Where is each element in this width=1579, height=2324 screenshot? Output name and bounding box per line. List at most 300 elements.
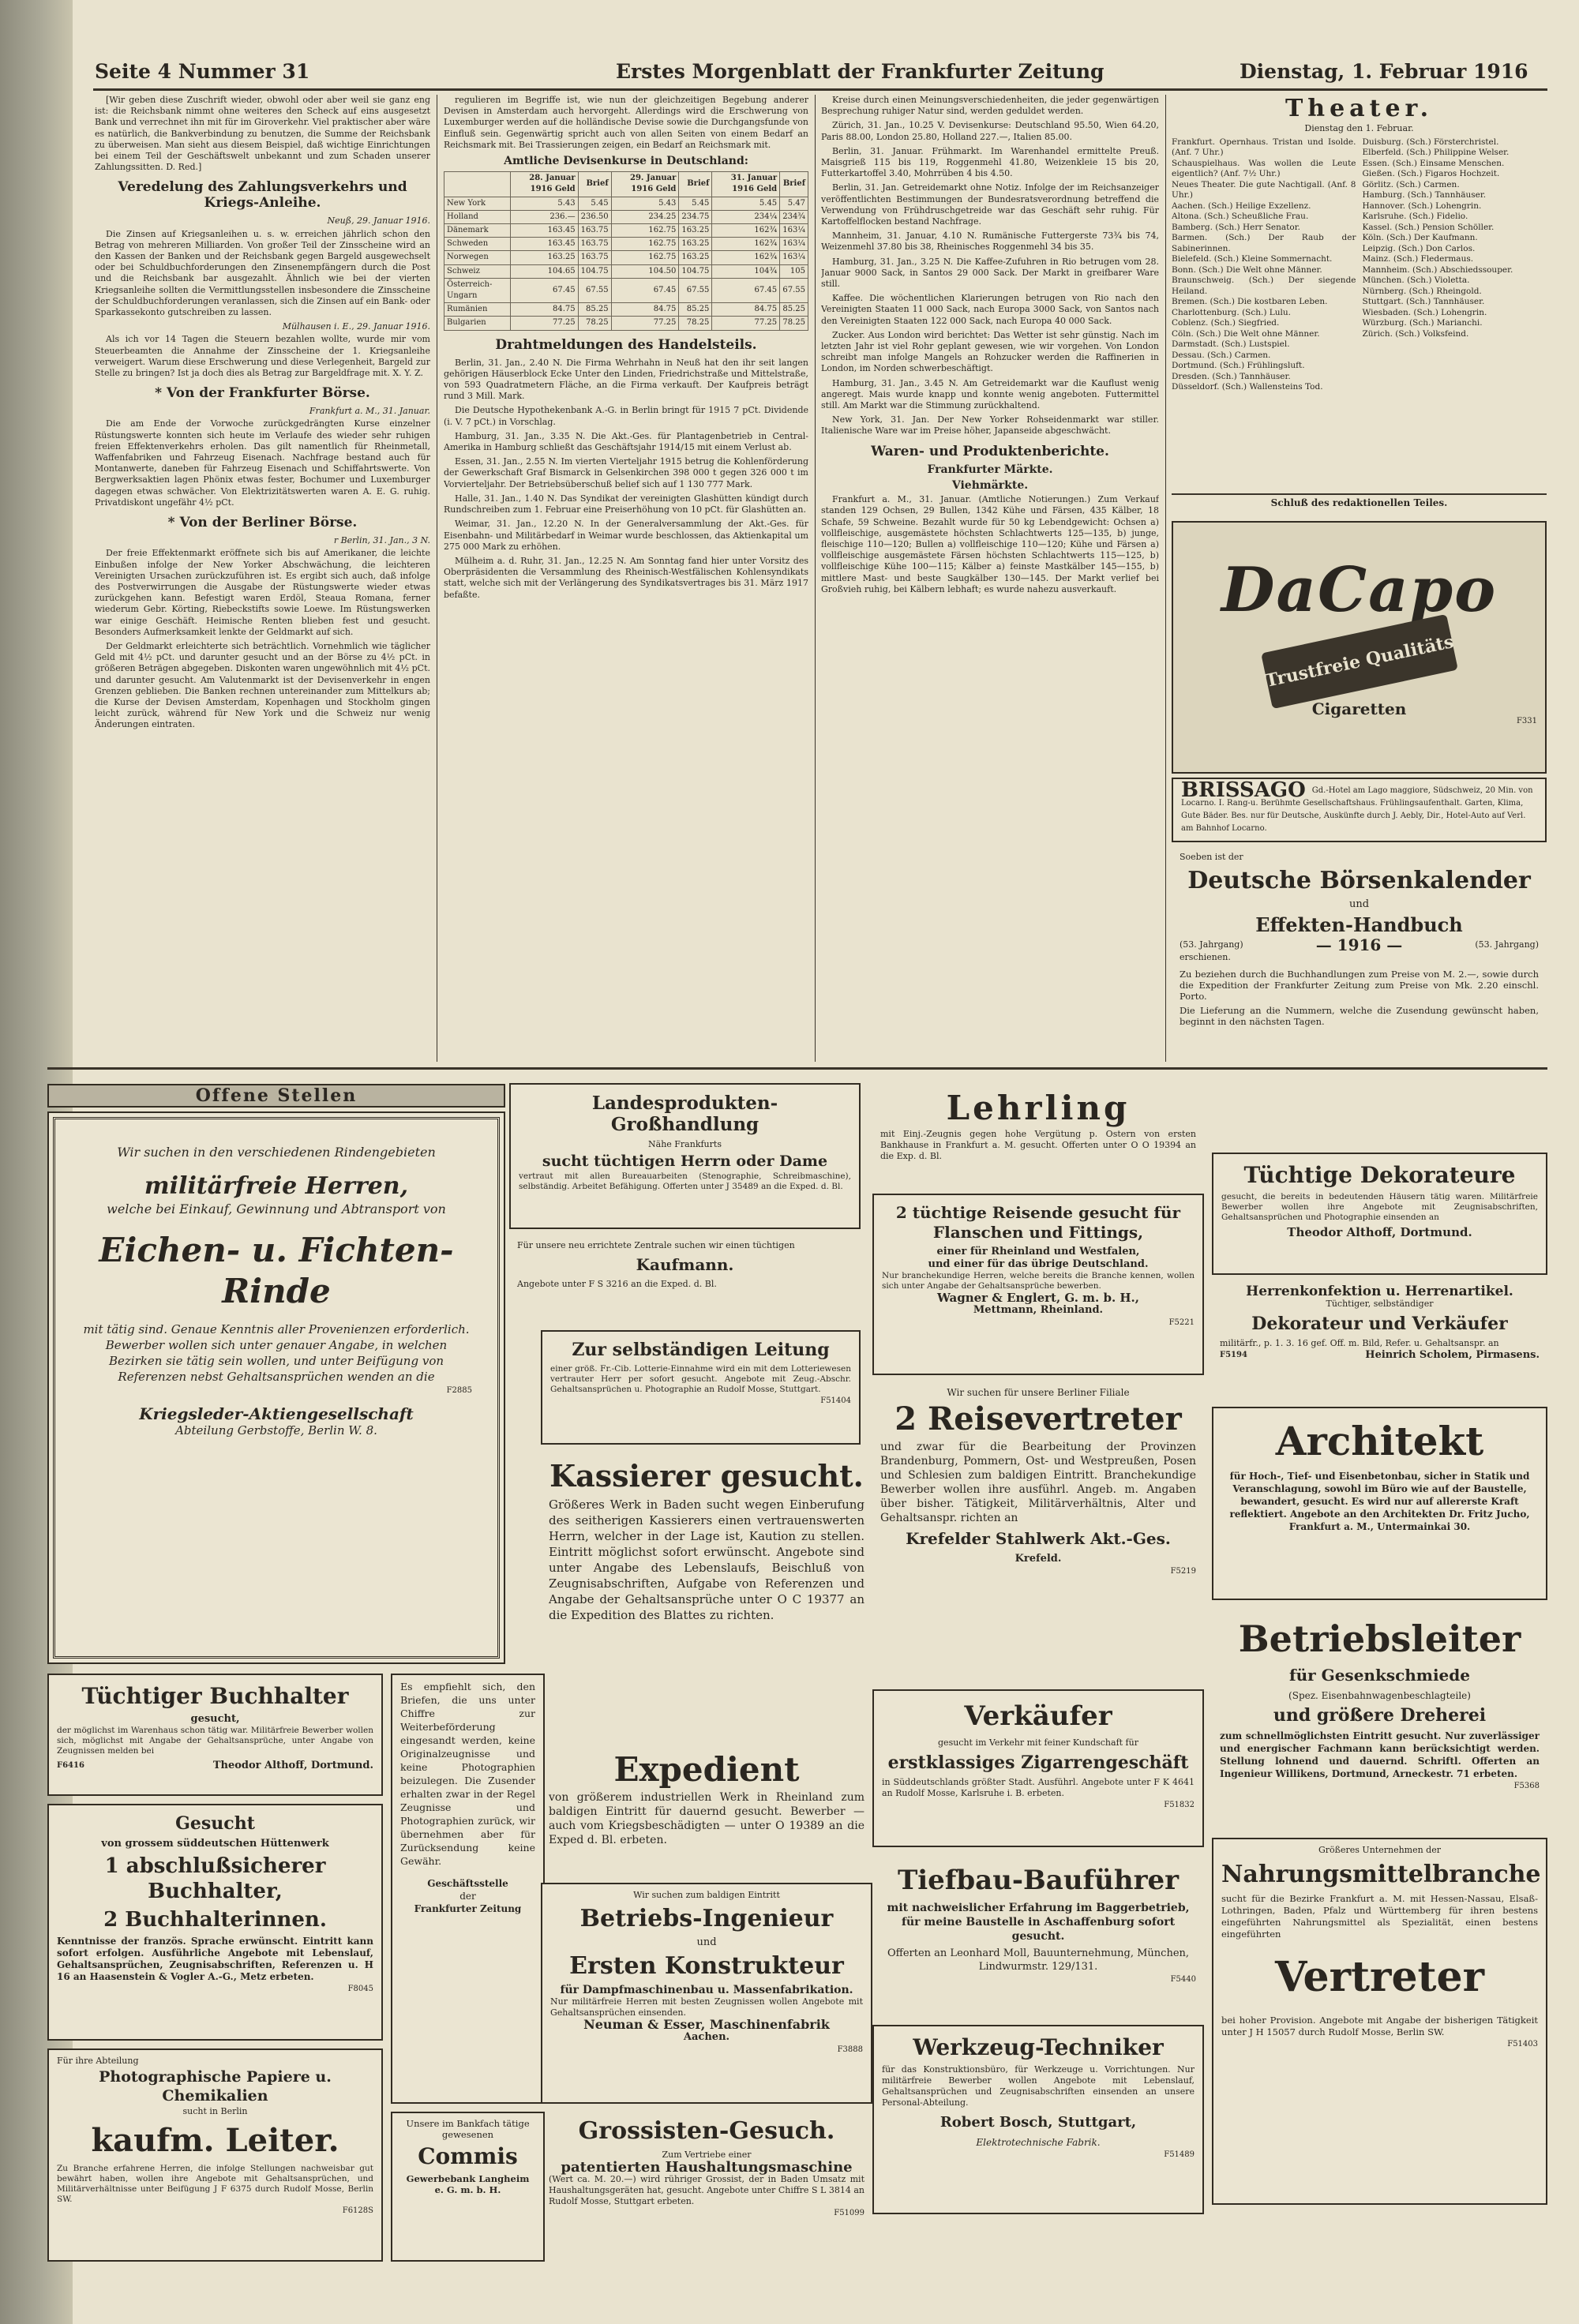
table-cell: 234.25 bbox=[611, 210, 679, 223]
article-paragraph: Frankfurt a. M., 31. Januar. (Amtliche Notierungen.) Zum Verkauf standen 129 Ochsen, 29 Bullen, 1342 Kühe und Färsen, 435 Kälber, 18 Schafe, 59 Schweine. Bezahlt wurde für 50 kg Lebendgewicht: Ochsen a) vollfleischige, ausgemästete höchsten Schlachtwerts 125—135, b) junge, fleischige 110—120; Bullen a) vollfleischige 110—120; Kühe und Färsen a) vollfleischige ausgemästete Färsen höchsten Schlachtwerts 115—125, b) vollfleischige Kühe 100—115; Kälber a) feinste Mastkälber 145—155, b) mittlere Mast- und beste Saugkälber 130—145. Der Markt verlief bei Großvieh ruhig, bei Kälbern lebhaft; es wurde nahezu ausverkauft. bbox=[821, 494, 1159, 594]
table-cell: 85.25 bbox=[578, 303, 611, 317]
ad-code: F6416 bbox=[57, 1761, 84, 1770]
table-cell: 163¼ bbox=[780, 251, 808, 264]
table-cell: 162.75 bbox=[611, 251, 679, 264]
table-title: Amtliche Devisenkurse in Deutschland: bbox=[504, 155, 748, 168]
ad-firm: Robert Bosch, Stuttgart, bbox=[940, 2114, 1137, 2131]
theater-entry: Hamburg. (Sch.) Tannhäuser. bbox=[1362, 190, 1487, 200]
ad-sub: Elektrotechnische Fabrik. bbox=[976, 2137, 1101, 2148]
huettenwerk-ad bbox=[47, 1804, 383, 2041]
dacapo-ad bbox=[1172, 521, 1547, 774]
table-cell: 78.25 bbox=[780, 317, 808, 330]
table-cell: 84.75 bbox=[611, 303, 679, 317]
table-cell: 77.25 bbox=[712, 317, 780, 330]
table-cell: 162.75 bbox=[611, 238, 679, 251]
table-header-cell: 29. Januar 1916 Geld bbox=[611, 172, 679, 197]
flanschen-ad bbox=[872, 1194, 1204, 1375]
theater-entry: Elberfeld. (Sch.) Philippine Welser. bbox=[1362, 148, 1510, 157]
page-header bbox=[95, 60, 1547, 92]
kalender-title: Deutsche Börsenkalender bbox=[1187, 867, 1531, 894]
ad-sub: gesucht im Verkehr mit feiner Kundschaft für bbox=[938, 1737, 1138, 1748]
ad-code: F5221 bbox=[1168, 1318, 1195, 1327]
theater-entry: Düsseldorf. (Sch.) Wallensteins Tod. bbox=[1172, 382, 1323, 392]
table-cell: 163.45 bbox=[510, 224, 578, 238]
ad-firm: Wagner & Englert, G. m. b. H., bbox=[936, 1291, 1140, 1305]
kalender-jahrgang: (53. Jahrgang) bbox=[1180, 939, 1243, 950]
ad-und: und bbox=[696, 1936, 717, 1948]
article-paragraph: Der freie Effektenmarkt eröffnete sich bis auf Amerikaner, die leichte Einbußen infolge der New Yorker Abschwächung, die leichteren Vereinigten Ursachen zurückzuführen ist. Es ergibt sich auch, daß infolge des Postverwirrungen die Ausgabe der Rüstungswerte wieder etwas zurückgehen kann. Befestigt waren Erdöl, Steaua Romana, ferner wiederum Gebr. Körting, Riebeckstifts sowie Loewe. Im Rüstungswerken war einige Geschäft. Heimische Renten blieben fest und gesucht. Besonders Aufmerksamkeit lenkte der Geldmarkt auf sich. bbox=[95, 548, 430, 637]
table-cell: 104.75 bbox=[578, 264, 611, 278]
ad-pre: Größeres Unternehmen der bbox=[1318, 1845, 1441, 1855]
ad-code: F51832 bbox=[1164, 1801, 1195, 1809]
table-cell: 104.75 bbox=[679, 264, 712, 278]
brissago-name: BRISSAGO bbox=[1181, 778, 1306, 802]
ad-line: militärfreie Herren, bbox=[144, 1172, 409, 1200]
ad-title: Zur selbständigen Leitung bbox=[572, 1340, 830, 1360]
tiefbau-ad bbox=[872, 1855, 1204, 2017]
table-cell: 163.25 bbox=[679, 238, 712, 251]
table-cell: 77.25 bbox=[510, 317, 578, 330]
dateline: Neuß, 29. Januar 1916. bbox=[327, 216, 430, 227]
dateline: r Berlin, 31. Jan., 3 N. bbox=[333, 535, 430, 546]
table-cell: 163.25 bbox=[679, 224, 712, 238]
table-row bbox=[444, 197, 808, 210]
article-paragraph: Als ich vor 14 Tagen die Steuern bezahlen wollte, wurde mir vom Steuerbeamten die Annahme der Zinsscheine der 1. Kriegsanleihe verweigert. Warum diese Erschwerung und diese Verlegenheit, Bargeld zur Stelle zu bringen? Ist ja doch dies als Betrag zur Bargeldfrage mit. X. Y. Z. bbox=[95, 334, 430, 379]
table-header-cell: Brief bbox=[780, 172, 808, 197]
section-header: Offene Stellen bbox=[47, 1084, 505, 1108]
ad-title: Ersten Konstrukteur bbox=[569, 1952, 844, 1980]
ad-text: Offerten an Leonhard Moll, Bauunternehmung, München, Lindwurmstr. 129/131. bbox=[887, 1947, 1190, 1973]
ad-text: Zu Branche erfahrene Herren, die infolge Stellungen nachweisbar gut bewährt haben, wollen ihre Angebote mit Gehaltsansprüchen, und Militärverhältnisse unter Beifügung J F 6375 durch Rudolf Mosse, Berlin SW. bbox=[57, 2164, 373, 2204]
notice-sig: Frankfurter Zeitung bbox=[414, 1903, 522, 1914]
column-divider bbox=[1165, 95, 1166, 1062]
dateline: Frankfurt a. M., 31. Januar. bbox=[309, 406, 430, 417]
theater-entry: Kassel. (Sch.) Pension Schöller. bbox=[1362, 222, 1495, 232]
verkaeufer-ad bbox=[872, 1689, 1204, 1847]
ad-firm: Theodor Althoff, Dortmund. bbox=[1287, 1225, 1472, 1239]
ad-line: für Dampfmaschinenbau u. Massenfabrikation. bbox=[560, 1984, 853, 1996]
theater-entry: Charlottenburg. (Sch.) Lulu. bbox=[1172, 307, 1291, 317]
table-cell: 234¼ bbox=[712, 210, 780, 223]
table-cell: 162.75 bbox=[611, 224, 679, 238]
table-cell: 234.75 bbox=[679, 210, 712, 223]
kaufmann-ad bbox=[509, 1235, 861, 1322]
table-cell: 85.25 bbox=[679, 303, 712, 317]
theater-entry: Stuttgart. (Sch.) Tannhäuser. bbox=[1362, 297, 1485, 306]
ad-title: Expedient bbox=[613, 1750, 800, 1789]
ad-line: von grossem süddeutschen Hüttenwerk bbox=[101, 1838, 329, 1850]
header-left: Seite 4 Nummer 31 bbox=[95, 60, 310, 83]
theater-entry: Zürich. (Sch.) Volksfeind. bbox=[1362, 328, 1469, 339]
ad-text: (Wert ca. M. 20.—) wird rühriger Grossist, der in Baden Umsatz mit Haushaltungsgeräten hat, gesucht. Angebote unter Chiffre S L 3814 an Rudolf Mosse, Stuttgart erbeten. bbox=[549, 2174, 865, 2206]
ad-firm: Kriegsleder-Aktiengesellschaft bbox=[139, 1404, 414, 1423]
ad-firm: Krefelder Stahlwerk Akt.-Ges. bbox=[906, 1529, 1171, 1548]
ad-code: F51403 bbox=[1507, 2040, 1538, 2048]
article-paragraph: Der Geldmarkt erleichterte sich beträchtlich. Vornehmlich wie täglicher Geld mit 4½ pCt. und darunter gesucht und an der Börse zu 4½ pCt. in größeren Beträgen abgegeben. Diskonten waren ungewöhnlich mit 4½ pCt. und darunter gesucht. Am Valutenmarkt ist der Devisenverkehr in engen Grenzen geblieben. Die Banken rechnen untereinander zum Mittelkurs ab; die Kurse der Devisen Amsterdam, Kopenhagen und Stockholm gingen leicht zurück, während für New York und die Schweiz nur wenig Änderungen eintraten. bbox=[95, 640, 430, 730]
ad-sub: Nähe Frankfurts bbox=[648, 1139, 722, 1149]
ad-title: Eichen- u. Fichten- bbox=[99, 1231, 454, 1269]
table-row bbox=[444, 317, 808, 330]
ad-title: Kassierer gesucht. bbox=[549, 1458, 864, 1494]
commis-ad bbox=[391, 2112, 545, 2262]
table-cell: Österreich-Ungarn bbox=[444, 278, 511, 302]
table-cell: 5.47 bbox=[780, 197, 808, 210]
ad-code: F3888 bbox=[837, 2045, 863, 2054]
table-cell: Dänemark bbox=[444, 224, 511, 238]
table-cell: 5.43 bbox=[510, 197, 578, 210]
ad-line: sucht tüchtigen Herrn oder Dame bbox=[542, 1153, 828, 1170]
table-cell: Schweiz bbox=[444, 264, 511, 278]
ad-title: Verkäufer bbox=[964, 1700, 1112, 1732]
theater-entry: Braunschweig. (Sch.) Der siegende Heiland. bbox=[1172, 276, 1356, 296]
theater-entry: Dresden. (Sch.) Tannhäuser. bbox=[1172, 371, 1291, 381]
theater-entry: Wiesbaden. (Sch.) Lohengrin. bbox=[1362, 307, 1487, 317]
table-cell: 163¼ bbox=[780, 238, 808, 251]
ad-code: F5219 bbox=[1170, 1567, 1196, 1576]
ad-firm: Theodor Althoff, Dortmund. bbox=[212, 1760, 373, 1771]
ad-title: Tüchtige Dekorateure bbox=[1243, 1162, 1516, 1188]
ad-code: F2885 bbox=[446, 1386, 472, 1395]
article-paragraph: Kreise durch einen Meinungsverschiedenheiten, die jeder gegenwärtigen Besprechung ruhiger Natur sind, werden geduldet werden. bbox=[821, 95, 1159, 117]
article-paragraph: Berlin, 31. Jan., 2.40 N. Die Firma Wehrhahn in Neuß hat den ihr seit langen gehörigen Häuserblock Ecke Unter den Linden, Friedrichstraße und Mittelstraße, von 593 Quadratmetern Fläche, an die Firma verkauft. Der Kaufpreis beträgt rund 3 Mill. Mark. bbox=[444, 357, 808, 402]
theater-entry: Essen. (Sch.) Einsame Menschen. bbox=[1362, 158, 1505, 168]
theater-entry: Karlsruhe. (Sch.) Fidelio. bbox=[1362, 212, 1468, 221]
kalender-year: — 1916 — bbox=[1315, 935, 1403, 954]
header-rule bbox=[93, 88, 1547, 91]
ad-title: 1 abschlußsicherer Buchhalter, bbox=[104, 1854, 326, 1903]
table-cell: 163.75 bbox=[578, 238, 611, 251]
ad-title: Nahrungsmittelbranche bbox=[1221, 1861, 1541, 1888]
theater-entry: Hannover. (Sch.) Lohengrin. bbox=[1362, 201, 1482, 211]
ad-text: sucht für die Bezirke Frankfurt a. M. mit Hessen-Nassau, Elsaß-Lothringen, Baden, Pfalz und Württemberg für ihren bestens eingeführten Nahrungsmittel als Spezialität, einen bestens eingeführten bbox=[1221, 1893, 1538, 1940]
article-heading: Veredelung des Zahlungsverkehrs und Kriegs-Anleihe. bbox=[118, 179, 407, 212]
table-cell: Norwegen bbox=[444, 251, 511, 264]
theater-entry: Schauspielhaus. Was wollen die Leute eigentlich? (Anf. 7½ Uhr.) bbox=[1172, 158, 1356, 178]
ad-pre: Gesucht bbox=[175, 1813, 255, 1834]
kalender-erschienen: erschienen. bbox=[1180, 952, 1231, 962]
ad-text: und zwar für die Bearbeitung der Provinzen Brandenburg, Pommern, Ost- und Westpreußen, Posen und Schlesien zum baldigen Eintritt. Branchekundige Bewerber wollen ihre ausführl. Angeb. m. Angaben über bisher. Tätigkeit, Militärverhältnis, Alter und Gehaltsanspr. richten an bbox=[880, 1441, 1196, 1524]
table-row bbox=[444, 224, 808, 238]
ad-title: Commis bbox=[418, 2143, 518, 2169]
article-paragraph: Berlin, 31. Jan. Getreidemarkt ohne Notiz. Infolge der im Reichsanzeiger veröffentlichten Bestimmungen der Bundesratsverordnung betreffend die Verwendung von Frühdruschgetreide war das Geschäft sehr ruhig. Für Kartoffelflocken bestand Nachfrage. bbox=[821, 182, 1159, 227]
theater-entry: Frankfurt. Opernhaus. Tristan und Isolde. (Anf. 7 Uhr.) bbox=[1172, 137, 1356, 157]
ad-text: gesucht, die bereits in bedeutenden Häusern tätig waren. Militärfreie Bewerber wollen ihre Angebote mit Zeugnisabschriften, Gehaltsansprüchen und Photographie einsenden an bbox=[1221, 1192, 1538, 1222]
table-cell: 162¾ bbox=[712, 224, 780, 238]
theater-entry: Mainz. (Sch.) Fledermaus. bbox=[1362, 254, 1474, 264]
article-heading: * Von der Berliner Börse. bbox=[167, 515, 358, 531]
ad-title: 2 tüchtige Reisende gesucht für Flanschen und Fittings, bbox=[895, 1203, 1181, 1242]
article-paragraph: Zürich, 31. Jan., 10.25 V. Devisenkurse: Deutschland 95.50, Wien 64.20, Paris 88.00, London 25.80, Holland 227.—, Italien 85.00. bbox=[821, 120, 1159, 142]
table-row bbox=[444, 303, 808, 317]
ad-line: Dekorateur und Verkäufer bbox=[1251, 1314, 1508, 1334]
ad-text: in Süddeutschlands größter Stadt. Ausführl. Angebote unter F K 4641 an Rudolf Mosse, Karlsruhe i. B. erbeten. bbox=[882, 1777, 1195, 1798]
notice-sig: der bbox=[459, 1891, 476, 1902]
theater-listing bbox=[1172, 95, 1547, 505]
table-cell: 162¾ bbox=[712, 251, 780, 264]
ad-title: Kaufmann. bbox=[636, 1255, 734, 1274]
expedient-ad bbox=[541, 1745, 872, 1879]
cigarette-graphic bbox=[1261, 614, 1458, 709]
ad-line: erstklassiges Zigarrengeschäft bbox=[887, 1752, 1189, 1773]
table-cell: 67.45 bbox=[611, 278, 679, 302]
ad-line: (Spez. Eisenbahnwagenbeschlagteile) bbox=[1288, 1690, 1471, 1701]
ad-code: F6128S bbox=[342, 2206, 373, 2215]
ad-sub: sucht in Berlin bbox=[182, 2106, 248, 2116]
grossisten-ad bbox=[541, 2109, 872, 2263]
ad-code: F51404 bbox=[820, 1396, 851, 1405]
ad-line: Zum Vertriebe einer bbox=[662, 2150, 752, 2160]
table-cell: Rumänien bbox=[444, 303, 511, 317]
ad-sub: gesucht, bbox=[190, 1713, 240, 1725]
ad-title: Werkzeug-Techniker bbox=[913, 2034, 1164, 2060]
dacapo-line: Qualitäts bbox=[1363, 632, 1456, 670]
ad-text: Unsere im Bankfach tätige gewesenen bbox=[406, 2118, 530, 2140]
ad-title: Herrenkonfektion u. Herrenartikel. bbox=[1246, 1284, 1513, 1299]
theater-entry: Bonn. (Sch.) Die Welt ohne Männer. bbox=[1172, 264, 1322, 275]
ad-title: kaufm. Leiter. bbox=[91, 2122, 339, 2159]
table-cell: 104.65 bbox=[510, 264, 578, 278]
table-cell: 77.25 bbox=[611, 317, 679, 330]
article-heading: * Von der Frankfurter Börse. bbox=[155, 385, 370, 402]
ad-city: Mettmann, Rheinland. bbox=[973, 1304, 1104, 1316]
ad-pre: Wir suchen zum baldigen Eintritt bbox=[633, 1890, 780, 1900]
ad-text: Angebote unter F S 3216 an die Exped. d. Bl. bbox=[517, 1279, 717, 1289]
theater-entry: Nürnberg. (Sch.) Rheingold. bbox=[1362, 286, 1482, 296]
column-divider bbox=[815, 95, 816, 1062]
ad-text: der möglichst im Warenhaus schon tätig war. Militärfreie Bewerber wollen sich, möglichst mit Angabe der Gehaltsansprüche, unter Angabe von Zeugnissen melden bei bbox=[57, 1726, 373, 1756]
ad-sub: Tüchtiger, selbständiger bbox=[1326, 1299, 1434, 1309]
ad-text: von größerem industriellen Werk in Rheinland zum baldigen Eintritt für dauernd gesucht. Bewerber — auch vom Kriegsbeschädigten — unter O 19389 an die Exped d. Bl. erbeten. bbox=[549, 1791, 865, 1846]
table-row bbox=[444, 278, 808, 302]
ad-title: Rinde bbox=[222, 1272, 331, 1310]
ad-text: militärfr., p. 1. 3. 16 gef. Off. m. Bild, Refer. u. Gehaltsanspr. an bbox=[1220, 1338, 1499, 1348]
boersenkalender-ad bbox=[1172, 846, 1547, 1063]
article-heading: Waren- und Produktenberichte. bbox=[871, 443, 1109, 459]
theater-list-left bbox=[1172, 137, 1356, 393]
column-1 bbox=[95, 95, 430, 1062]
table-cell: 67.55 bbox=[578, 278, 611, 302]
ad-title: Betriebsleiter bbox=[1238, 1617, 1521, 1660]
theater-entry: Mannheim. (Sch.) Abschiedssouper. bbox=[1362, 264, 1513, 275]
table-cell: 5.43 bbox=[611, 197, 679, 210]
theater-entry: Barmen. (Sch.) Der Raub der Sabinerinnen. bbox=[1172, 233, 1356, 253]
currency-table bbox=[444, 171, 808, 330]
table-header-cell bbox=[444, 172, 511, 197]
ad-title: Landesprodukten-Großhandlung bbox=[591, 1093, 778, 1135]
ad-text: mit tätig sind. Genaue Kenntnis aller Provenienzen erforderlich. Bewerber wollen sich unter genauer Angabe, in welchen Bezirken sie tätig sein wollen, und unter Beifügung von Referenzen nebst Gehaltsansprüchen wenden an die bbox=[83, 1322, 470, 1384]
ad-firm-sub: Abteilung Gerbstoffe, Berlin W. 8. bbox=[175, 1423, 377, 1438]
table-cell: New York bbox=[444, 197, 511, 210]
reisevertreter-ad bbox=[872, 1381, 1204, 1681]
ad-line: und einer für das übrige Deutschland. bbox=[928, 1258, 1149, 1270]
table-cell: 162¾ bbox=[712, 238, 780, 251]
column-2 bbox=[444, 95, 808, 1062]
ad-title: Grossisten-Gesuch. bbox=[578, 2117, 835, 2145]
intro-note: [Wir geben diese Zuschrift wieder, obwohl oder aber weil sie ganz eng ist: die Reichsbank nimmt ohne weiteres den Scheck auf eins ausgesetzt Bank und verrechnet ihn mit für im Giroverkehr. Viel praktischer aber wäre es natürlich, die Bankverbindung zu benutzen, die Summe der Reichsbank zu überweisen. Man sieht aus diesem Beispiel, daß wichtige Einrichtungen bei einem Teil der Geschäftswelt unbekannt und zum Schaden unserer Zahlungssitten. D. Red.] bbox=[95, 95, 430, 173]
ad-code: F51099 bbox=[834, 2209, 865, 2217]
theater-entry: Neues Theater. Die gute Nachtigall. (Anf. 8 Uhr.) bbox=[1172, 179, 1356, 200]
dacapo-line: Cigaretten bbox=[1311, 699, 1407, 718]
ad-code: F331 bbox=[1516, 717, 1537, 725]
notice-sig: Geschäftsstelle bbox=[427, 1878, 508, 1889]
ad-text: mit Einj.-Zeugnis gegen hohe Vergütung p. Ostern von ersten Bankhause in Frankfurt a. M. gesucht. Offerten unter O O 19394 an die Exp. d. Bl. bbox=[880, 1129, 1196, 1161]
table-row bbox=[444, 238, 808, 251]
buchhalter-ad bbox=[47, 1674, 383, 1796]
article-paragraph: Die Deutsche Hypothekenbank A.-G. in Berlin bringt für 1915 7 pCt. Dividende (i. V. 7 pCt.) in Vorschlag. bbox=[444, 405, 808, 427]
ad-text: vertraut mit allen Bureauarbeiten (Stenographie, Schreibmaschine), selbständig. Arbeitet Befähigung. Offerten unter J 35489 an die Exped. d. Bl. bbox=[519, 1171, 851, 1191]
theater-entry: Bamberg. (Sch.) Herr Senator. bbox=[1172, 222, 1300, 232]
ads-rule bbox=[47, 1067, 1547, 1070]
kalender-title2: Effekten-Handbuch bbox=[1255, 913, 1463, 936]
kalender-text: Zu beziehen durch die Buchhandlungen zum Preise von M. 2.—, sowie durch die Expedition der Frankfurter Zeitung zum Preise von Mk. 2.20 einschl. Porto. bbox=[1180, 969, 1539, 1002]
theater-entry: Görlitz. (Sch.) Carmen. bbox=[1362, 179, 1460, 189]
table-cell: 67.45 bbox=[712, 278, 780, 302]
table-cell: 85.25 bbox=[780, 303, 808, 317]
table-cell: Bulgarien bbox=[444, 317, 511, 330]
theater-entry: Darmstadt. (Sch.) Lustspiel. bbox=[1172, 339, 1290, 349]
ad-text: bei hoher Provision. Angebote mit Angabe der bisherigen Tätigkeit unter J H 15057 durch Rudolf Mosse, Berlin SW. bbox=[1221, 2015, 1538, 2037]
table-cell: 84.75 bbox=[712, 303, 780, 317]
ad-text: Nur branchekundige Herren, welche bereits die Branche kennen, wollen sich unter Angabe der Gehaltsansprüche bewerben. bbox=[882, 1271, 1195, 1291]
ad-text: Nur militärfreie Herren mit besten Zeugnissen wollen Angebote mit Gehaltsansprüchen einsenden. bbox=[550, 1996, 863, 2018]
ad-code: F51489 bbox=[1164, 2150, 1195, 2159]
kriegsleder-ad bbox=[47, 1111, 505, 1664]
table-cell: 5.45 bbox=[679, 197, 712, 210]
article-paragraph: Kaffee. Die wöchentlichen Klarierungen betrugen von Rio nach den Vereinigten Staaten 11 000 Sack, nach Europa 3000 Sack, von Santos nach den Vereinigten Staaten 122 000 Sack, nach Europa 40 000 Sack. bbox=[821, 293, 1159, 326]
brissago-ad bbox=[1172, 778, 1547, 842]
brissago-text: Gd.-Hotel am Lago maggiore, Südschweiz, 20 Min. von Locarno. I. Rang-u. Berühmte Gesellschaftshaus. Frühlingsaufenthalt. Garten, Klima, Gute Bäder. Bes. nur für Deutsche, Auskünfte durch J. Aebly, Dir., Hotel-Auto auf Verl. am Bahnhof Locarno. bbox=[1181, 786, 1533, 833]
table-cell: 163.25 bbox=[679, 251, 712, 264]
nahrungsmittel-ad bbox=[1212, 1838, 1547, 2205]
editorial-end-rule bbox=[1172, 493, 1547, 495]
ad-text: Kenntnisse der französ. Sprache erwünscht. Eintritt kann sofort erfolgen. Ausführliche Angebote mit Lebenslauf, Gehaltsansprüchen, Zeugnisabschriften, Referenzen u. H 16 an Haasenstein & Vogler A.-G., Metz erbeten. bbox=[57, 1936, 373, 1982]
table-cell: 234¾ bbox=[780, 210, 808, 223]
theater-date: Dienstag den 1. Februar. bbox=[1304, 123, 1414, 133]
theater-entry: Dortmund. (Sch.) Frühlingsluft. bbox=[1172, 361, 1305, 370]
table-row bbox=[444, 210, 808, 223]
article-subheading: Viehmärkte. bbox=[951, 478, 1029, 492]
ad-title: 2 Reisevertreter bbox=[895, 1400, 1182, 1438]
ad-city: Aachen. bbox=[683, 2031, 730, 2043]
neuman-ad bbox=[541, 1883, 872, 2104]
ad-title: Photographische Papiere u. Chemikalien bbox=[99, 2068, 332, 2105]
ad-text: mit nachweislicher Erfahrung im Baggerbetrieb, für meine Baustelle in Aschaffenburg sofort gesucht. bbox=[887, 1902, 1190, 1943]
theater-entry: Coblenz. (Sch.) Siegfried. bbox=[1172, 318, 1280, 328]
ad-title: Vertreter bbox=[1274, 1953, 1485, 2001]
article-paragraph: Zucker. Aus London wird berichtet: Das Wetter ist sehr günstig. Nach im letzten Jahr ist viel Rohr geplant gewesen, wie wir vorgehen. Von London schreibt man infolge Mangels an Rohzucker werden die Raffinerien in London, im Norden schwerbeschäftigt. bbox=[821, 329, 1159, 374]
article-paragraph: Weimar, 31. Jan., 12.20 N. In der Generalversammlung der Akt.-Ges. für Eisenbahn- und Militärbedarf in Weimar wurde beschlossen, das Aktienkapital um 275 000 Mark zu erhöhen. bbox=[444, 519, 808, 552]
table-cell: Schweden bbox=[444, 238, 511, 251]
ad-title: Lehrling bbox=[946, 1089, 1131, 1127]
ad-text: für Hoch-, Tief- und Eisenbetonbau, sicher in Statik und Veranschlagung, sowohl im Büro wie auf der Baustelle, bewandert, gesucht. Es wird nur auf allererste Kraft reflektiert. Angebote an den Architekten Dr. Fritz Jucho, Frankfurt a. M., Untermainkai 30. bbox=[1229, 1471, 1530, 1532]
kalender-jahrgang: (53. Jahrgang) bbox=[1475, 939, 1539, 950]
table-cell: 163.75 bbox=[578, 251, 611, 264]
architekt-ad bbox=[1212, 1407, 1547, 1600]
table-cell: 163¼ bbox=[780, 224, 808, 238]
header-center: Erstes Morgenblatt der Frankfurter Zeitung bbox=[616, 60, 1105, 83]
theater-entry: Bremen. (Sch.) Die kostbaren Leben. bbox=[1172, 297, 1328, 306]
lehrling-ad bbox=[872, 1083, 1204, 1194]
column-3 bbox=[821, 95, 1159, 1062]
table-cell: 163.45 bbox=[510, 238, 578, 251]
herrenkonfektion-ad bbox=[1212, 1280, 1547, 1399]
ad-line: welche bei Einkauf, Gewinnung und Abtransport von bbox=[107, 1201, 446, 1216]
ad-line: für Gesenkschmiede bbox=[1288, 1666, 1470, 1685]
ad-code: F5194 bbox=[1220, 1351, 1247, 1359]
kassierer-ad bbox=[541, 1451, 872, 1743]
table-cell: 78.25 bbox=[679, 317, 712, 330]
theater-entry: Bielefeld. (Sch.) Kleine Sommernacht. bbox=[1172, 254, 1333, 264]
ad-title: Tiefbau-Bauführer bbox=[897, 1865, 1180, 1896]
theater-entry: München. (Sch.) Violetta. bbox=[1362, 276, 1470, 285]
theater-title: Theater. bbox=[1285, 95, 1434, 122]
ad-pre: Für unsere neu errichtete Zentrale suchen wir einen tüchtigen bbox=[517, 1240, 795, 1250]
table-row bbox=[444, 251, 808, 264]
article-subheading: Frankfurter Märkte. bbox=[927, 463, 1053, 476]
theater-entry: Duisburg. (Sch.) Försterchristel. bbox=[1362, 137, 1499, 147]
table-cell: 84.75 bbox=[510, 303, 578, 317]
table-cell: 5.45 bbox=[578, 197, 611, 210]
table-header-cell: Brief bbox=[578, 172, 611, 197]
ad-code: F5440 bbox=[1170, 1975, 1196, 1984]
table-cell: 163.75 bbox=[578, 224, 611, 238]
notice-text: Es empfiehlt sich, den Briefen, die uns unter Chiffre zur Weiterbeförderung eingesandt werden, keine Originalzeugnisse und keine Photographien beizulegen. Die Zusender erhalten zwar in der Regel Zeugnisse und Photographien zurück, wir übernehmen aber für Zurücksendung keine Gewähr. bbox=[400, 1681, 535, 1867]
theater-entry: Dessau. (Sch.) Carmen. bbox=[1172, 350, 1271, 360]
ad-text: für das Konstruktionsbüro, für Werkzeuge u. Vorrichtungen. Nur militärfreie Bewerber wollen Angebote mit Lebenslauf, Gehaltsansprüchen und Zeugnisabschriften einsenden an unsere Personal-Abteilung. bbox=[882, 2064, 1195, 2108]
dacapo-line: Trustfreie bbox=[1262, 651, 1362, 692]
ad-firm: Neuman & Esser, Maschinenfabrik bbox=[583, 2017, 830, 2032]
article-paragraph: Halle, 31. Jan., 1.40 N. Das Syndikat der vereinigten Glashütten kündigt durch Rundschreiben zum 1. Februar eine Preiserhöhung von 10 pCt. für Glashütten an. bbox=[444, 493, 808, 515]
notice-box bbox=[391, 1674, 545, 2104]
ad-text: Größeres Werk in Baden sucht wegen Einberufung des seitherigen Kassierers einen vertrauenswerten Herrn, welcher in der Lage ist, Kaution zu stellen. Eintritt möglichst sofort erwünscht. Angebote sind unter Angabe des Lebenslaufs, Beischluß von Zeugnisabschriften, Aufgabe von Referenzen und Angabe der Gehaltsansprüche unter O C 19377 an die Expedition des Blattes zu richten. bbox=[549, 1497, 865, 1622]
article-paragraph: Hamburg, 31. Jan., 3.25 N. Die Kaffee-Zufuhren in Rio betrugen vom 28. Januar 9000 Sack, in Santos 29 000 Sack. Der Markt in greifbarer Ware still. bbox=[821, 256, 1159, 290]
theater-entry: Köln. (Sch.) Der Kaufmann. bbox=[1362, 233, 1478, 242]
header-right: Dienstag, 1. Februar 1916 bbox=[1240, 60, 1528, 83]
table-cell: 67.45 bbox=[510, 278, 578, 302]
table-row bbox=[444, 264, 808, 278]
table-cell: 236.50 bbox=[578, 210, 611, 223]
theater-entry: Würzburg. (Sch.) Marianchi. bbox=[1362, 318, 1483, 328]
article-paragraph: regulieren im Begriffe ist, wie nun der gleichzeitigen Begebung anderer Devisen in Amsterdam auch hervorgeht. Allerdings wird die Erschwerung von Luxemburger werden auf die holländische Devise sowie die Durchgangsfunde von Einfluß sein. Gegenwärtig spricht auch von allen Seiten von einem Bedarf an Reichsmark mit. Bei Trassierungen zeigen, ein Bedarf an Reichsmark mit. bbox=[444, 95, 808, 150]
article-paragraph: Hamburg, 31. Jan., 3.45 N. Am Getreidemarkt war die Kauflust wenig angeregt. Mais wurde knapp und konnte wenig angeboten. Futtermittel still. Am Markt war die Stimmung zurückhaltend. bbox=[821, 377, 1159, 411]
ad-title: Architekt bbox=[1275, 1418, 1484, 1464]
table-cell: 104.50 bbox=[611, 264, 679, 278]
table-cell: Holland bbox=[444, 210, 511, 223]
dekorateure-ad bbox=[1212, 1153, 1547, 1275]
editorial-end-note: Schluß des redaktionellen Teiles. bbox=[1270, 497, 1448, 508]
table-header-cell: Brief bbox=[679, 172, 712, 197]
article-paragraph: Hamburg, 31. Jan., 3.35 N. Die Akt.-Ges. für Plantagenbetrieb in Central-Amerika in Hamburg schließt das Geschäftsjahr 1914/15 mit einem Verlust ab. bbox=[444, 430, 808, 453]
ad-title: Tüchtiger Buchhalter bbox=[81, 1683, 349, 1709]
theater-entry: Gießen. (Sch.) Figaros Hochzeit. bbox=[1362, 169, 1500, 178]
betriebsleiter-ad bbox=[1212, 1608, 1547, 1829]
ad-pre: Für ihre Abteilung bbox=[57, 2056, 139, 2066]
theater-list-right bbox=[1363, 137, 1547, 393]
ad-firm: Gewerbebank Langheim e. G. m. b. H. bbox=[406, 2173, 530, 2195]
ad-text: zum schnellmöglichsten Eintritt gesucht. Nur zuverlässiger und energischer Fachmann kann berücksichtigt werden. Stellung lohnend und dauernd. Schriftl. Offerten an Ingenieur Willikens, Dortmund, Arneckestr. 71 erbeten. bbox=[1220, 1730, 1540, 1779]
dacapo-logo: DaCapo bbox=[1221, 554, 1498, 626]
table-cell: 5.45 bbox=[712, 197, 780, 210]
ad-title: Betriebs-Ingenieur bbox=[579, 1905, 834, 1932]
ad-line: Wir suchen in den verschiedenen Rindengebieten bbox=[117, 1145, 436, 1160]
article-paragraph: Mannheim, 31. Januar, 4.10 N. Rumänische Futtergerste 73¾ bis 74, Weizenmehl 37.80 bis 38, Rheinisches Roggenmehl 34 bis 35. bbox=[821, 231, 1159, 253]
kalender-pre: Soeben ist der bbox=[1180, 852, 1243, 862]
article-paragraph: Essen, 31. Jan., 2.55 N. Im vierten Vierteljahr 1915 betrug die Kohlenförderung der Gewerkschaft Graf Bismarck in Gelsenkirchen 398 000 t gegen 326 000 t im Vorvierteljahr. Der Betriebsüberschuß belief sich auf 1 130 777 Mark. bbox=[444, 456, 808, 489]
theater-entry: Aachen. (Sch.) Heilige Exzellenz. bbox=[1172, 201, 1311, 211]
article-paragraph: Die Zinsen auf Kriegsanleihen u. s. w. erreichen jährlich schon den Betrag von mehreren Milliarden. Von großer Teil der Zinsscheine wird an den Kassen der Banken und der Reichsbank gegen Bargeld ausgewechselt oder bei Schuldbuchforderungen den Zinsenempfängern durch die Post und die Reichsbank bar ausgezahlt. Ähnlich wie bei der vierten Kriegsanleihe sollten die Vermittlungsstellen insbesondere die Zinsscheine der Schuldbuchforderungen veranlassen, sich die Zinsen auf ein Bank- oder Sparkassekonto gutschreiben zu lassen. bbox=[95, 228, 430, 318]
article-paragraph: Berlin, 31. Januar. Frühmarkt. Im Warenhandel ermittelte Preuß. Maisgrieß 115 bis 119, Roggenmehl 41.80, Weizenkleie 15 bis 20, Futterkartoffel 3.40, Mohrrüben 4 bis 4.50. bbox=[821, 145, 1159, 179]
table-cell: 105 bbox=[780, 264, 808, 278]
